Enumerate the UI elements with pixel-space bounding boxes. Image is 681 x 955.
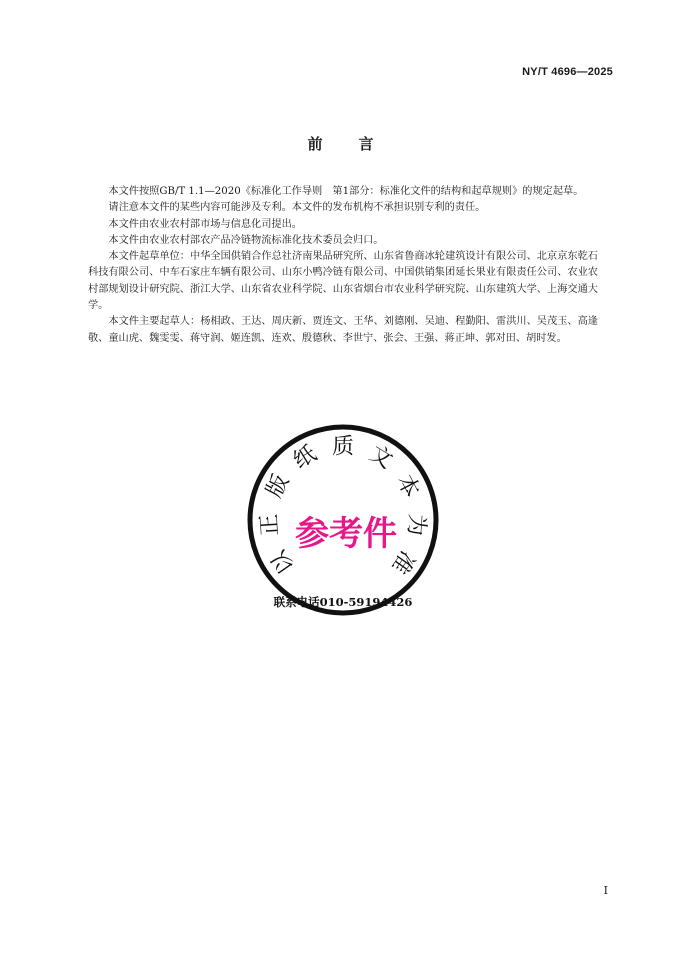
stamp-arc-char: 以 — [266, 545, 300, 579]
stamp-center-text: 参考件 — [295, 514, 397, 554]
page-number: I — [603, 884, 608, 897]
stamp-arc-char: 为 — [402, 512, 430, 537]
paragraph-drafting-rules: 本文件按照GB/T 1.1—2020《标准化工作导则 第1部分：标准化文件的结构和起草规则》的规定起草。 — [108, 186, 584, 197]
stamp-phone-text: 联系电话010-59194426 — [273, 595, 413, 609]
stamp-arc-char: 文 — [364, 441, 397, 474]
stamp-arc-char: 质 — [331, 434, 355, 460]
paragraph-proposer: 本文件由农业农村部市场与信息化司提出。 — [108, 218, 302, 230]
stamp-arc-char: 正 — [256, 512, 284, 537]
reference-copy-stamp — [243, 410, 443, 630]
stamp-arc-char: 版 — [262, 470, 295, 502]
heading-char-2: 言 — [358, 135, 374, 153]
paragraph-drafters: 本文件主要起草人：杨相政、王达、周庆新、贾连文、王华、刘德刚、吴迪、程勤阳、雷洪川、吴茂玉、高逢敬、童山虎、魏雯雯、蒋守润、姬连凯、连欢、殷德秋、李世宁、张会、王强、蒋正坤、郭对田、胡时发。 — [88, 316, 598, 344]
stamp-arc-char: 纸 — [289, 441, 322, 474]
stamp-arc-text — [257, 435, 429, 579]
heading-char-1: 前 — [307, 135, 323, 153]
stamp-arc-char: 本 — [391, 470, 424, 502]
paragraph-patent-notice: 请注意本文件的某些内容可能涉及专利。本文件的发布机构不承担识别专利的责任。 — [108, 202, 486, 214]
foreword-body — [88, 184, 598, 347]
stamp-arc-char: 准 — [386, 545, 420, 579]
document-code: NY/T 4696—2025 — [522, 66, 613, 78]
section-heading — [0, 133, 681, 154]
paragraph-committee: 本文件由农业农村部农产品冷链物流标准化技术委员会归口。 — [108, 234, 384, 246]
paragraph-drafting-units: 本文件起草单位：中华全国供销合作总社济南果品研究所、山东省鲁商冰轮建筑设计有限公司、北京京东乾石科技有限公司、中车石家庄车辆有限公司、山东小鸭冷链有限公司、中国供销集团延长果业有限责任公司、农业农村部规划设计研究院、浙江大学、山东省农业科学院、山东省烟台市农业科学研究院、山东建筑大学、上海交通大学。 — [88, 251, 598, 312]
